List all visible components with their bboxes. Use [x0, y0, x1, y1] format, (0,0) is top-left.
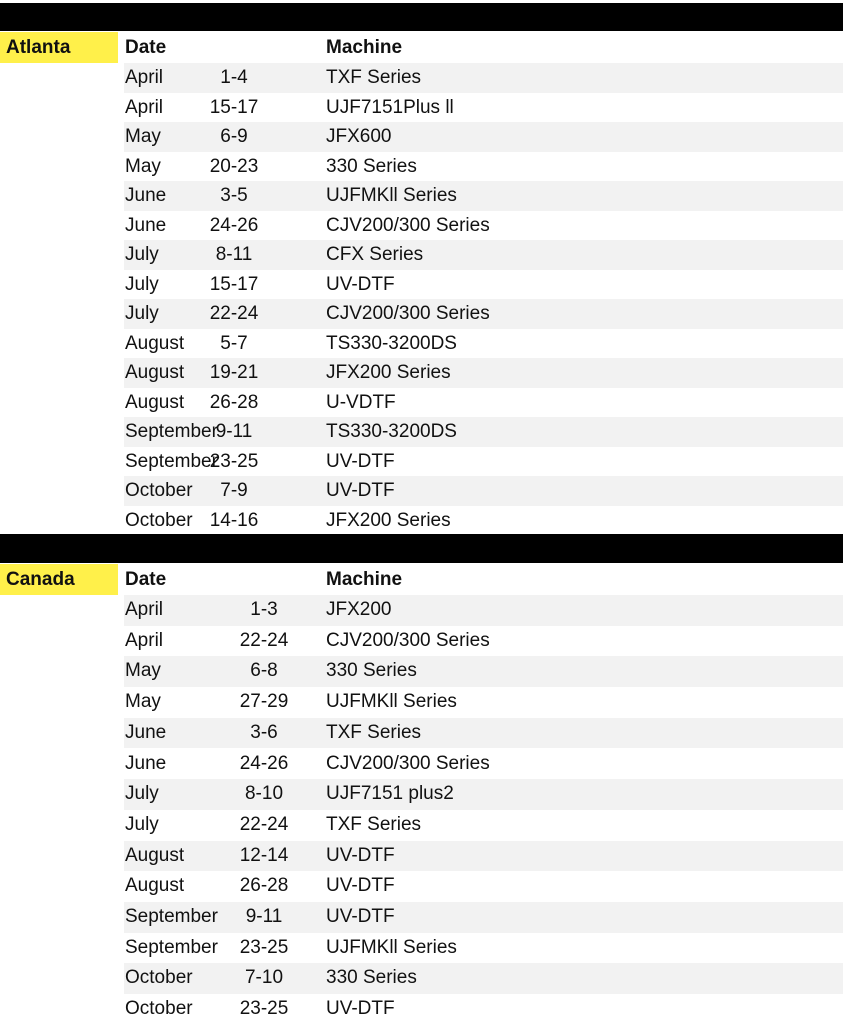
month-cell: May	[125, 660, 161, 682]
machine-cell: TXF Series	[326, 813, 422, 835]
table-row	[124, 240, 843, 270]
table-row	[124, 152, 843, 182]
days-cell: 6-8	[250, 660, 278, 682]
table-row	[124, 933, 843, 964]
month-cell: June	[125, 721, 167, 743]
days-cell: 23-25	[209, 450, 259, 472]
month-cell: October	[125, 480, 193, 501]
month-cell: April	[125, 67, 164, 88]
days-cell: 22-24	[239, 629, 289, 651]
canada-section-bar	[0, 534, 843, 563]
machine-cell: UV-DTF	[326, 875, 395, 897]
days-cell: 15-17	[209, 96, 259, 118]
days-cell: 19-21	[209, 362, 259, 383]
month-cell: August	[125, 875, 185, 897]
machine-cell: 330 Series	[326, 967, 417, 989]
table-row	[124, 388, 843, 418]
month-cell: July	[125, 273, 159, 295]
atlanta-section-bar	[0, 3, 843, 31]
days-cell: 3-6	[250, 721, 278, 743]
month-cell: September	[125, 906, 218, 927]
days-cell: 3-5	[220, 185, 248, 206]
month-cell: August	[125, 332, 185, 354]
table-row	[124, 270, 843, 300]
table-row	[124, 718, 843, 749]
machine-cell: CJV200/300 Series	[326, 629, 490, 651]
machine-cell: UJFMKll Series	[326, 691, 457, 713]
date-column-header: Date	[125, 569, 167, 590]
machine-cell: JFX200	[326, 599, 392, 620]
machine-column-header: Machine	[326, 569, 403, 590]
table-row	[124, 902, 843, 933]
table-row	[124, 749, 843, 780]
days-cell: 8-10	[244, 783, 284, 805]
machine-cell: UV-DTF	[326, 844, 395, 866]
days-cell: 9-11	[245, 906, 283, 927]
month-cell: October	[125, 998, 193, 1020]
days-cell: 22-24	[209, 303, 259, 324]
days-cell: 7-9	[220, 480, 248, 501]
month-cell: July	[125, 244, 159, 265]
machine-cell: UJF7151 plus2	[326, 783, 454, 805]
month-cell: June	[125, 214, 167, 236]
machine-column-header: Machine	[326, 37, 403, 58]
machine-cell: UJFMKll Series	[326, 185, 457, 206]
table-row	[124, 687, 843, 718]
canada-location-label: Canada	[0, 564, 118, 595]
table-row	[124, 963, 843, 994]
days-cell: 1-4	[220, 67, 248, 88]
table-row	[124, 810, 843, 841]
month-cell: October	[125, 509, 193, 531]
machine-cell: TXF Series	[326, 721, 422, 743]
month-cell: September	[125, 450, 218, 472]
machine-cell: TXF Series	[326, 67, 422, 88]
machine-cell: U-VDTF	[326, 391, 396, 413]
atlanta-header-row	[124, 32, 843, 63]
days-cell: 23-25	[239, 998, 289, 1020]
month-cell: April	[125, 629, 164, 651]
month-cell: August	[125, 391, 185, 413]
month-cell: April	[125, 599, 164, 620]
days-cell: 27-29	[239, 691, 289, 713]
days-cell: 20-23	[209, 155, 259, 177]
table-row	[124, 595, 843, 626]
days-cell: 26-28	[209, 391, 259, 413]
table-row	[124, 626, 843, 657]
month-cell: August	[125, 844, 185, 866]
table-row	[124, 211, 843, 241]
month-cell: May	[125, 126, 161, 147]
table-row	[124, 476, 843, 506]
days-cell: 1-3	[250, 599, 278, 620]
machine-cell: UJF7151Plus ll	[326, 96, 454, 118]
machine-cell: 330 Series	[326, 660, 417, 682]
machine-cell: UJFMKll Series	[326, 936, 457, 958]
machine-cell: JFX200 Series	[326, 509, 451, 531]
table-row	[124, 181, 843, 211]
days-cell: 24-26	[209, 214, 259, 236]
machine-cell: CJV200/300 Series	[326, 214, 490, 236]
table-row	[124, 299, 843, 329]
machine-cell: CJV200/300 Series	[326, 303, 490, 324]
table-row	[124, 417, 843, 447]
canada-header-row	[124, 564, 843, 595]
table-row	[124, 779, 843, 810]
days-cell: 15-17	[209, 273, 259, 295]
machine-cell: UV-DTF	[326, 998, 395, 1020]
atlanta-location-label: Atlanta	[0, 32, 118, 63]
machine-cell: CFX Series	[326, 244, 424, 265]
machine-cell: 330 Series	[326, 155, 417, 177]
table-row	[124, 506, 843, 536]
machine-cell: JFX600	[326, 126, 392, 147]
days-cell: 9-11	[215, 421, 253, 442]
days-cell: 24-26	[239, 752, 289, 774]
table-row	[124, 447, 843, 477]
days-cell: 22-24	[239, 813, 289, 835]
machine-cell: JFX200 Series	[326, 362, 451, 383]
table-row	[124, 329, 843, 359]
days-cell: 7-10	[244, 967, 284, 989]
month-cell: June	[125, 185, 167, 206]
days-cell: 23-25	[239, 936, 289, 958]
table-row	[124, 358, 843, 388]
date-column-header: Date	[125, 37, 167, 58]
days-cell: 14-16	[209, 509, 259, 531]
table-row	[124, 656, 843, 687]
machine-cell: CJV200/300 Series	[326, 752, 490, 774]
month-cell: August	[125, 362, 185, 383]
month-cell: May	[125, 691, 161, 713]
table-row	[124, 841, 843, 872]
month-cell: July	[125, 303, 159, 324]
month-cell: July	[125, 813, 159, 835]
machine-cell: UV-DTF	[326, 273, 395, 295]
month-cell: September	[125, 936, 218, 958]
table-row	[124, 871, 843, 902]
machine-cell: UV-DTF	[326, 450, 395, 472]
machine-cell: TS330-3200DS	[326, 332, 457, 354]
days-cell: 26-28	[239, 875, 289, 897]
machine-cell: UV-DTF	[326, 906, 395, 927]
days-cell: 5-7	[220, 332, 248, 354]
month-cell: October	[125, 967, 193, 989]
month-cell: July	[125, 783, 159, 805]
days-cell: 12-14	[239, 844, 289, 866]
machine-cell: TS330-3200DS	[326, 421, 457, 442]
days-cell: 6-9	[220, 126, 248, 147]
table-row	[124, 122, 843, 152]
month-cell: May	[125, 155, 161, 177]
month-cell: April	[125, 96, 164, 118]
month-cell: June	[125, 752, 167, 774]
month-cell: September	[125, 421, 218, 442]
table-row	[124, 63, 843, 93]
table-row	[124, 994, 843, 1025]
days-cell: 8-11	[215, 244, 253, 265]
machine-cell: UV-DTF	[326, 480, 395, 501]
table-row	[124, 93, 843, 123]
